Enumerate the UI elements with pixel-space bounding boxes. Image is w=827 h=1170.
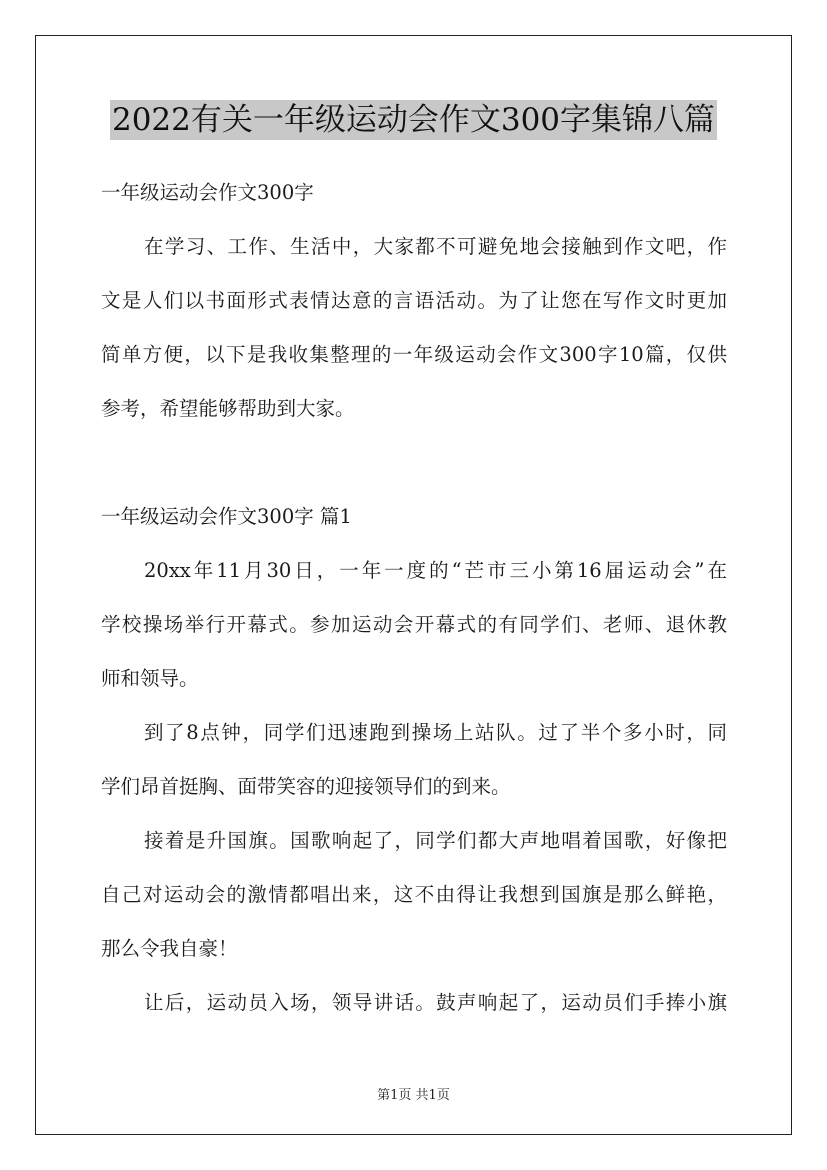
- paragraph-line: 那么令我自豪！: [101, 937, 238, 960]
- paragraph-line: 自己对运动会的激情都唱出来，这不由得让我想到国旗是那么鲜艳，: [101, 883, 727, 906]
- paragraph-line: 简单方便，以下是我收集整理的一年级运动会作文300字10篇，仅供: [101, 343, 727, 366]
- paragraph-line: 参考，希望能够帮助到大家。: [101, 397, 355, 420]
- paragraph-line: 师和领导。: [101, 667, 199, 690]
- essay-heading: 一年级运动会作文300字 篇1: [101, 505, 352, 528]
- document-title: 2022有关一年级运动会作文300字集锦八篇: [111, 102, 716, 138]
- essay-paragraph: [101, 544, 727, 706]
- paragraph-line: 让后，运动员入场，领导讲话。鼓声响起了，运动员们手捧小旗: [144, 991, 727, 1014]
- section-spacer: [101, 436, 727, 490]
- paragraph-line: 20xx年11月30日，一年一度的“芒市三小第16届运动会”在: [144, 559, 727, 582]
- intro-paragraph: [101, 220, 727, 436]
- document-body: [101, 166, 727, 1030]
- paragraph-line: 到了8点钟，同学们迅速跑到操场上站队。过了半个多小时，同: [144, 721, 727, 744]
- paragraph-line: 学们昂首挺胸、面带笑容的迎接领导们的到来。: [101, 775, 511, 798]
- page-footer: 第1页 共1页: [377, 1088, 450, 1103]
- title-container: [0, 100, 827, 140]
- essay-paragraph: [101, 814, 727, 976]
- paragraph-line: 在学习、工作、生活中，大家都不可避免地会接触到作文吧，作: [144, 235, 727, 258]
- essay-paragraph: [101, 706, 727, 814]
- essay-paragraph: [101, 976, 727, 1030]
- paragraph-line: 接着是升国旗。国歌响起了，同学们都大声地唱着国歌，好像把: [144, 829, 727, 852]
- paragraph-line: 学校操场举行开幕式。参加运动会开幕式的有同学们、老师、退休教: [101, 613, 727, 636]
- paragraph-line: 文是人们以书面形式表情达意的言语活动。为了让您在写作文时更加: [101, 289, 727, 312]
- section-heading: 一年级运动会作文300字: [101, 181, 314, 204]
